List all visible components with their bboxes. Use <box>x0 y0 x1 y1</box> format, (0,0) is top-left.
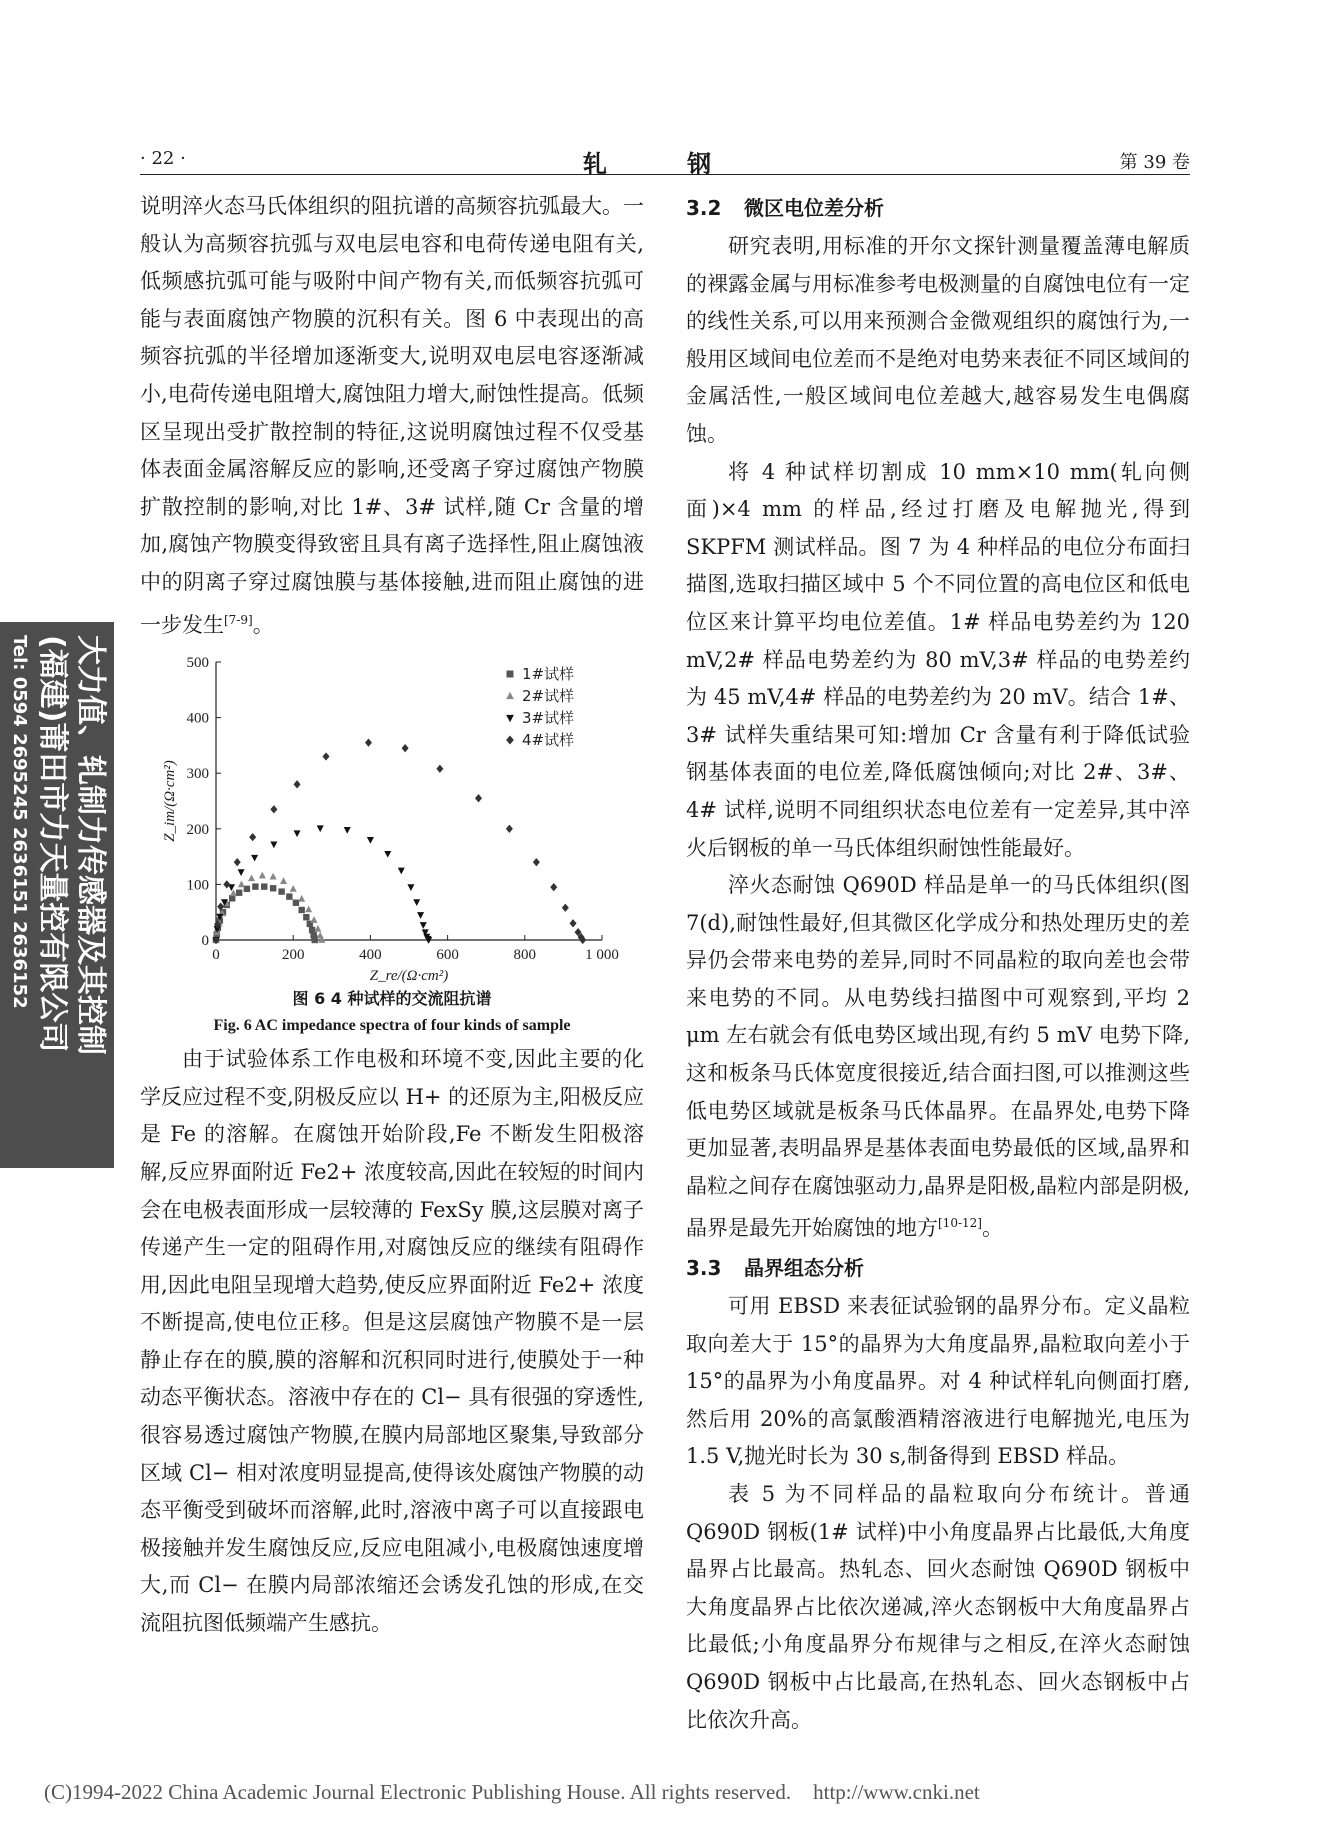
header-rule <box>140 174 1190 175</box>
y-tick-label: 300 <box>186 766 209 783</box>
footer-url[interactable]: http://www.cnki.net <box>813 1780 980 1804</box>
page-number: · 22 · <box>140 148 186 169</box>
section-heading-3-3: 3.3 晶界组态分析 <box>686 1256 864 1281</box>
legend-label-3: 3#试样 <box>522 709 575 728</box>
data-point-series-1 <box>261 884 267 890</box>
x-tick-label: 0 <box>212 947 220 964</box>
legend-label-1: 1#试样 <box>522 665 575 684</box>
data-point-series-4 <box>475 794 482 802</box>
paragraph: 表 5 为不同样品的晶粒取向分布统计。普通 Q690D 钢板(1# 试样)中小角度晶界占比最低,大角度晶界占比最高。热轧态、回火态耐蚀 Q690D 钢板中大角度晶界占比依次递减,淬火态钢板中大角度晶界占比最低;小角度晶界分布规律与之相反,在淬火态耐蚀 Q690D 钢板中占比最高,在热轧态、回火态钢板中占比依次升高。 <box>686 1482 1190 1732</box>
paragraph: 淬火态耐蚀 Q690D 样品是单一的马氏体组织(图 7(d),耐蚀性最好,但其微区化学成分和热处理历史的差异仍会带来电势的差异,同时不同晶粒的取向差也会带来电势的不同。从电势线扫描图中可观察到,平均 2 μm 左右就会有低电势区域出现,有约 5 mV 电势下降,这和板条马氏体宽度很接近,结合面扫图,可以推测这些低电势区域就是板条马氏体晶界。在晶界处,电势下降更加显著,表明晶界是基体表面电势最低的区域,晶界和晶粒之间存在腐蚀驱动力,晶界是阳极,晶粒内部是阴极,晶界是最先开始腐蚀的地方[10-12]。 <box>686 873 1190 1241</box>
data-point-series-2 <box>290 885 297 892</box>
left-column <box>140 188 644 1643</box>
data-point-series-4 <box>550 883 557 891</box>
data-point-series-3 <box>407 884 414 891</box>
y-tick-label: 0 <box>201 933 209 950</box>
footer <box>44 1780 980 1805</box>
ad-line-1: 大力值、轧制力传感器及其控制 <box>73 635 108 1055</box>
x-tick-label: 600 <box>436 947 459 964</box>
legend-marker-4 <box>506 736 514 745</box>
data-point-series-3 <box>317 825 324 832</box>
paragraph: 可用 EBSD 来表征试验钢的晶界分布。定义晶粒取向差大于 15°的晶界为大角度晶界,晶粒取向差小于 15°的晶界为小角度晶界。对 4 种试样轧向侧面打磨,然后用 20%的高氯酸酒精溶液进行电解抛光,电压为 1.5 V,抛光时长为 30 s,制备得到 EBSD 样品。 <box>686 1294 1190 1469</box>
data-point-series-1 <box>293 900 299 906</box>
y-tick-label: 500 <box>186 655 209 672</box>
x-axis-label: Z_re/(Ω·cm²) <box>369 968 449 985</box>
data-point-series-4 <box>533 858 540 866</box>
data-point-series-4 <box>570 919 577 927</box>
data-point-series-1 <box>236 890 242 896</box>
section-heading-3-2: 3.2 微区电位差分析 <box>686 196 884 220</box>
data-point-series-3 <box>398 868 405 875</box>
data-point-series-3 <box>294 830 301 837</box>
data-point-series-3 <box>413 899 420 906</box>
data-point-series-3 <box>384 851 391 858</box>
data-point-series-4 <box>562 904 569 912</box>
figure-caption-en: Fig. 6 AC impedance spectra of four kinds of sample <box>213 1017 571 1035</box>
data-point-series-3 <box>367 837 374 844</box>
legend-marker-2 <box>506 692 514 699</box>
data-point-series-4 <box>234 858 241 866</box>
data-point-series-4 <box>322 752 329 760</box>
data-point-series-4 <box>506 825 513 833</box>
data-point-series-3 <box>251 855 258 862</box>
citation: [10-12] <box>938 1216 982 1231</box>
right-column <box>686 188 1190 1739</box>
data-point-series-2 <box>317 932 324 939</box>
data-point-series-4 <box>402 744 409 752</box>
data-point-series-2 <box>238 881 245 888</box>
data-point-series-2 <box>270 873 277 880</box>
side-advertisement <box>0 622 114 1168</box>
data-point-series-1 <box>303 914 309 920</box>
x-tick-label: 800 <box>513 947 537 964</box>
y-tick-label: 100 <box>186 877 209 894</box>
data-point-series-1 <box>298 907 304 913</box>
data-point-series-3 <box>417 912 424 919</box>
citation: [7-9] <box>224 612 253 627</box>
y-tick-label: 200 <box>186 821 209 838</box>
paragraph: 由于试验体系工作电极和环境不变,因此主要的化学反应过程不变,阴极反应以 H+ 的还原为主,阳极反应是 Fe 的溶解。在腐蚀开始阶段,Fe 不断发生阳极溶解,反应界面附近 Fe2+ 浓度较高,因此在较短的时间内会在电极表面形成一层较薄的 FexSy 膜,这层膜对离子传递产生一定的阻碍作用,对腐蚀反应的继续有阻碍作用,因此电阻呈现增大趋势,使反应界面附近 Fe2+ 浓度不断提高,使电位正移。但是这层腐蚀产物膜不是一层静止存在的膜,膜的溶解和沉积同时进行,使膜处于一种动态平衡状态。溶液中存在的 Cl− 具有很强的穿透性,很容易透过腐蚀产物膜,在膜内局部地区聚集,导致部分区域 Cl− 相对浓度明显提高,使得该处腐蚀产物膜的动态平衡受到破坏而溶解,此时,溶液中离子可以直接跟电极接触并发生腐蚀反应,反应电阻减小,电极腐蚀速度增大,而 Cl− 在膜内局部浓缩还会诱发孔蚀的形成,在交流阻抗图低频端产生感抗。 <box>140 1047 644 1636</box>
data-point-series-2 <box>230 890 237 897</box>
legend-marker-3 <box>506 715 514 722</box>
data-point-series-2 <box>298 895 305 902</box>
legend-marker-1 <box>507 671 514 678</box>
data-point-series-2 <box>314 925 321 932</box>
data-point-series-1 <box>278 889 284 895</box>
data-point-series-4 <box>365 739 372 747</box>
y-axis-label: Z_im/(Ω·cm²) <box>162 760 178 842</box>
data-point-series-2 <box>248 875 255 882</box>
y-tick-label: 400 <box>186 710 209 727</box>
data-point-series-4 <box>270 805 277 813</box>
ad-line-2: (福建)莆田市力天量控有限公司 <box>35 635 70 1053</box>
data-point-series-3 <box>270 842 277 849</box>
data-point-series-3 <box>344 827 351 834</box>
data-point-series-3 <box>238 869 245 876</box>
journal-title: 轧 钢 <box>582 149 748 178</box>
x-tick-label: 200 <box>281 947 305 964</box>
copyright-text: (C)1994-2022 China Academic Journal Electronic Publishing House. All rights reserved. <box>44 1780 792 1804</box>
x-tick-label: 400 <box>359 947 382 964</box>
page-header <box>140 144 1190 178</box>
paragraph: 将 4 种试样切割成 10 mm×10 mm(轧向侧面)×4 mm 的样品,经过打磨及电解抛光,得到 SKPFM 测试样品。图 7 为 4 种样品的电位分布面扫描图,选取扫描区域中 5 个不同位置的高电位区和低电位区来计算平均电位差值。1# 样品电势差约为 120 mV,2# 样品电势差约为 80 mV,3# 样品的电势差约为 45 mV,4# 样品的电势差约为 20 mV。结合 1#、3# 试样失重结果可知:增加 Cr 含量有利于降低试验钢基体表面的电位差,降低腐蚀倾向;对比 2#、3#、4# 试样,说明不同组织状态电位差有一定差异,其中淬火后钢板的单一马氏体组织耐蚀性能最好。 <box>686 459 1190 860</box>
data-point-series-4 <box>249 833 256 841</box>
data-point-series-3 <box>420 922 427 929</box>
data-point-series-4 <box>436 765 443 773</box>
data-point-series-1 <box>286 894 292 900</box>
data-point-series-2 <box>311 916 318 923</box>
figure-6 <box>140 654 644 1035</box>
data-point-series-2 <box>305 906 312 913</box>
impedance-chart <box>140 654 644 984</box>
figure-caption-cn: 图 6 4 种试样的交流阻抗谱 <box>292 989 492 1009</box>
data-point-series-4 <box>223 880 230 888</box>
data-point-series-4 <box>294 780 301 788</box>
legend-label-4: 4#试样 <box>522 731 575 750</box>
data-point-series-2 <box>259 872 266 879</box>
paragraph: 说明淬火态马氏体组织的阻抗谱的高频容抗弧最大。一般认为高频容抗弧与双电层电容和电荷传递电阻有关,低频感抗弧可能与吸附中间产物有关,而低频容抗弧可能与表面腐蚀产物膜的沉积有关。图 6 中表现出的高频容抗弧的半径增加逐渐变大,说明双电层电容逐渐减小,电荷传递电阻增大,腐蚀阻力增大,耐蚀性提高。低频区呈现出受扩散控制的特征,这说明腐蚀过程不仅受基体表面金属溶解反应的影响,还受离子穿过腐蚀产物膜扩散控制的影响,对比 1#、3# 试样,随 Cr 含量的增加,腐蚀产物膜变得致密且具有离子选择性,阻止腐蚀液中的阴离子穿过腐蚀膜与基体接触,进而阻止腐蚀的进一步发生[7-9]。 <box>140 194 644 637</box>
data-point-series-1 <box>270 885 276 891</box>
paragraph: 研究表明,用标准的开尔文探针测量覆盖薄电解质的裸露金属与用标准参考电极测量的自腐蚀电位有一定的线性关系,可以用来预测合金微观组织的腐蚀行为,一般用区域间电位差而不是绝对电势来表征不同区域间的金属活性,一般区域间电位差越大,越容易发生电偶腐蚀。 <box>686 234 1190 446</box>
x-tick-label: 1 000 <box>585 947 619 964</box>
legend-label-2: 2#试样 <box>522 687 575 706</box>
ad-line-3: Tel: 0594 2695245 2636151 2636152 <box>9 635 30 1009</box>
data-point-series-1 <box>252 884 258 890</box>
data-point-series-2 <box>280 877 287 884</box>
volume-label: 第 39 卷 <box>1119 152 1190 173</box>
